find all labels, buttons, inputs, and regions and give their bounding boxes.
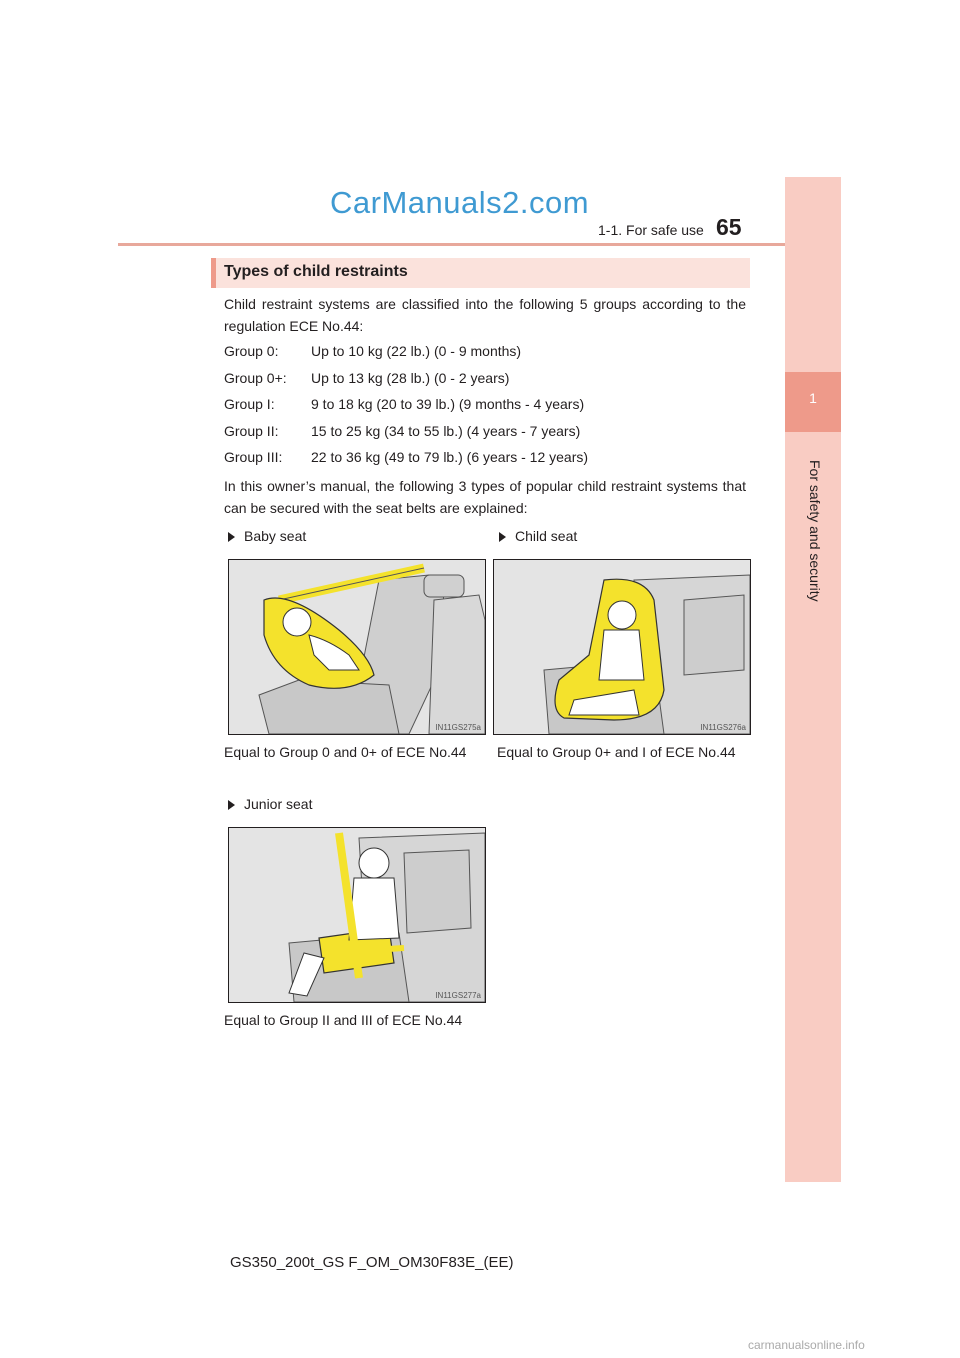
child-seat-caption: Equal to Group 0+ and I of ECE No.44 <box>497 744 736 760</box>
baby-seat-illustration <box>229 560 485 734</box>
watermark-logo: CarManuals2.com <box>330 185 590 220</box>
group-row <box>224 370 509 386</box>
group-row <box>224 449 588 465</box>
group-label: Group 0+: <box>224 370 287 386</box>
figure-code: IN11GS276a <box>700 723 746 732</box>
junior-seat-caption: Equal to Group II and III of ECE No.44 <box>224 1012 463 1028</box>
header-rule <box>118 243 841 246</box>
group-row <box>224 423 580 439</box>
junior-seat-illustration <box>229 828 485 1002</box>
baby-seat-figure <box>228 559 486 735</box>
document-code: GS350_200t_GS F_OM_OM30F83E_(EE) <box>230 1254 514 1271</box>
intro-paragraph: Child restraint systems are classified into the following 5 groups according to the regulation ECE No.44: <box>224 296 746 334</box>
group-row <box>224 343 521 359</box>
group-label: Group 0: <box>224 343 279 359</box>
baby-seat-caption: Equal to Group 0 and 0+ of ECE No.44 <box>224 744 467 760</box>
group-value: 22 to 36 kg (49 to 79 lb.) (6 years - 12 years) <box>311 449 589 465</box>
group-label: Group III: <box>224 449 283 465</box>
figure-code: IN11GS275a <box>435 723 481 732</box>
group-row <box>224 396 584 412</box>
group-value: 15 to 25 kg (34 to 55 lb.) (4 years - 7 years) <box>311 423 581 439</box>
explanation-paragraph: In this owner’s manual, the following 3 types of popular child restraint systems that can be secured with the seat belts are explained: <box>224 478 746 516</box>
group-label: Group II: <box>224 423 279 439</box>
section-heading: Types of child restraints <box>224 263 408 280</box>
junior-seat-heading <box>228 796 312 812</box>
group-label: Group I: <box>224 396 275 412</box>
watermark-footer: carmanualsonline.info <box>748 1338 865 1352</box>
seat-title: Baby seat <box>244 528 307 544</box>
seat-title: Junior seat <box>244 796 313 812</box>
baby-seat-heading <box>228 528 306 544</box>
child-seat-figure <box>493 559 751 735</box>
bullet-triangle-icon <box>228 800 235 810</box>
group-value: Up to 13 kg (28 lb.) (0 - 2 years) <box>311 370 510 386</box>
child-seat-illustration <box>494 560 750 734</box>
group-value: Up to 10 kg (22 lb.) (0 - 9 months) <box>311 343 522 359</box>
seat-title: Child seat <box>515 528 578 544</box>
group-value: 9 to 18 kg (20 to 39 lb.) (9 months - 4 years) <box>311 396 585 412</box>
figure-code: IN11GS277a <box>435 991 481 1000</box>
chapter-side-tab <box>785 177 841 1182</box>
bullet-triangle-icon <box>499 532 506 542</box>
child-seat-heading <box>499 528 577 544</box>
bullet-triangle-icon <box>228 532 235 542</box>
chapter-label: For safety and security <box>807 460 823 602</box>
chapter-number: 1 <box>809 390 817 406</box>
page-number: 65 <box>716 214 742 240</box>
section-reference: 1-1. For safe use <box>598 222 704 238</box>
junior-seat-figure <box>228 827 486 1003</box>
